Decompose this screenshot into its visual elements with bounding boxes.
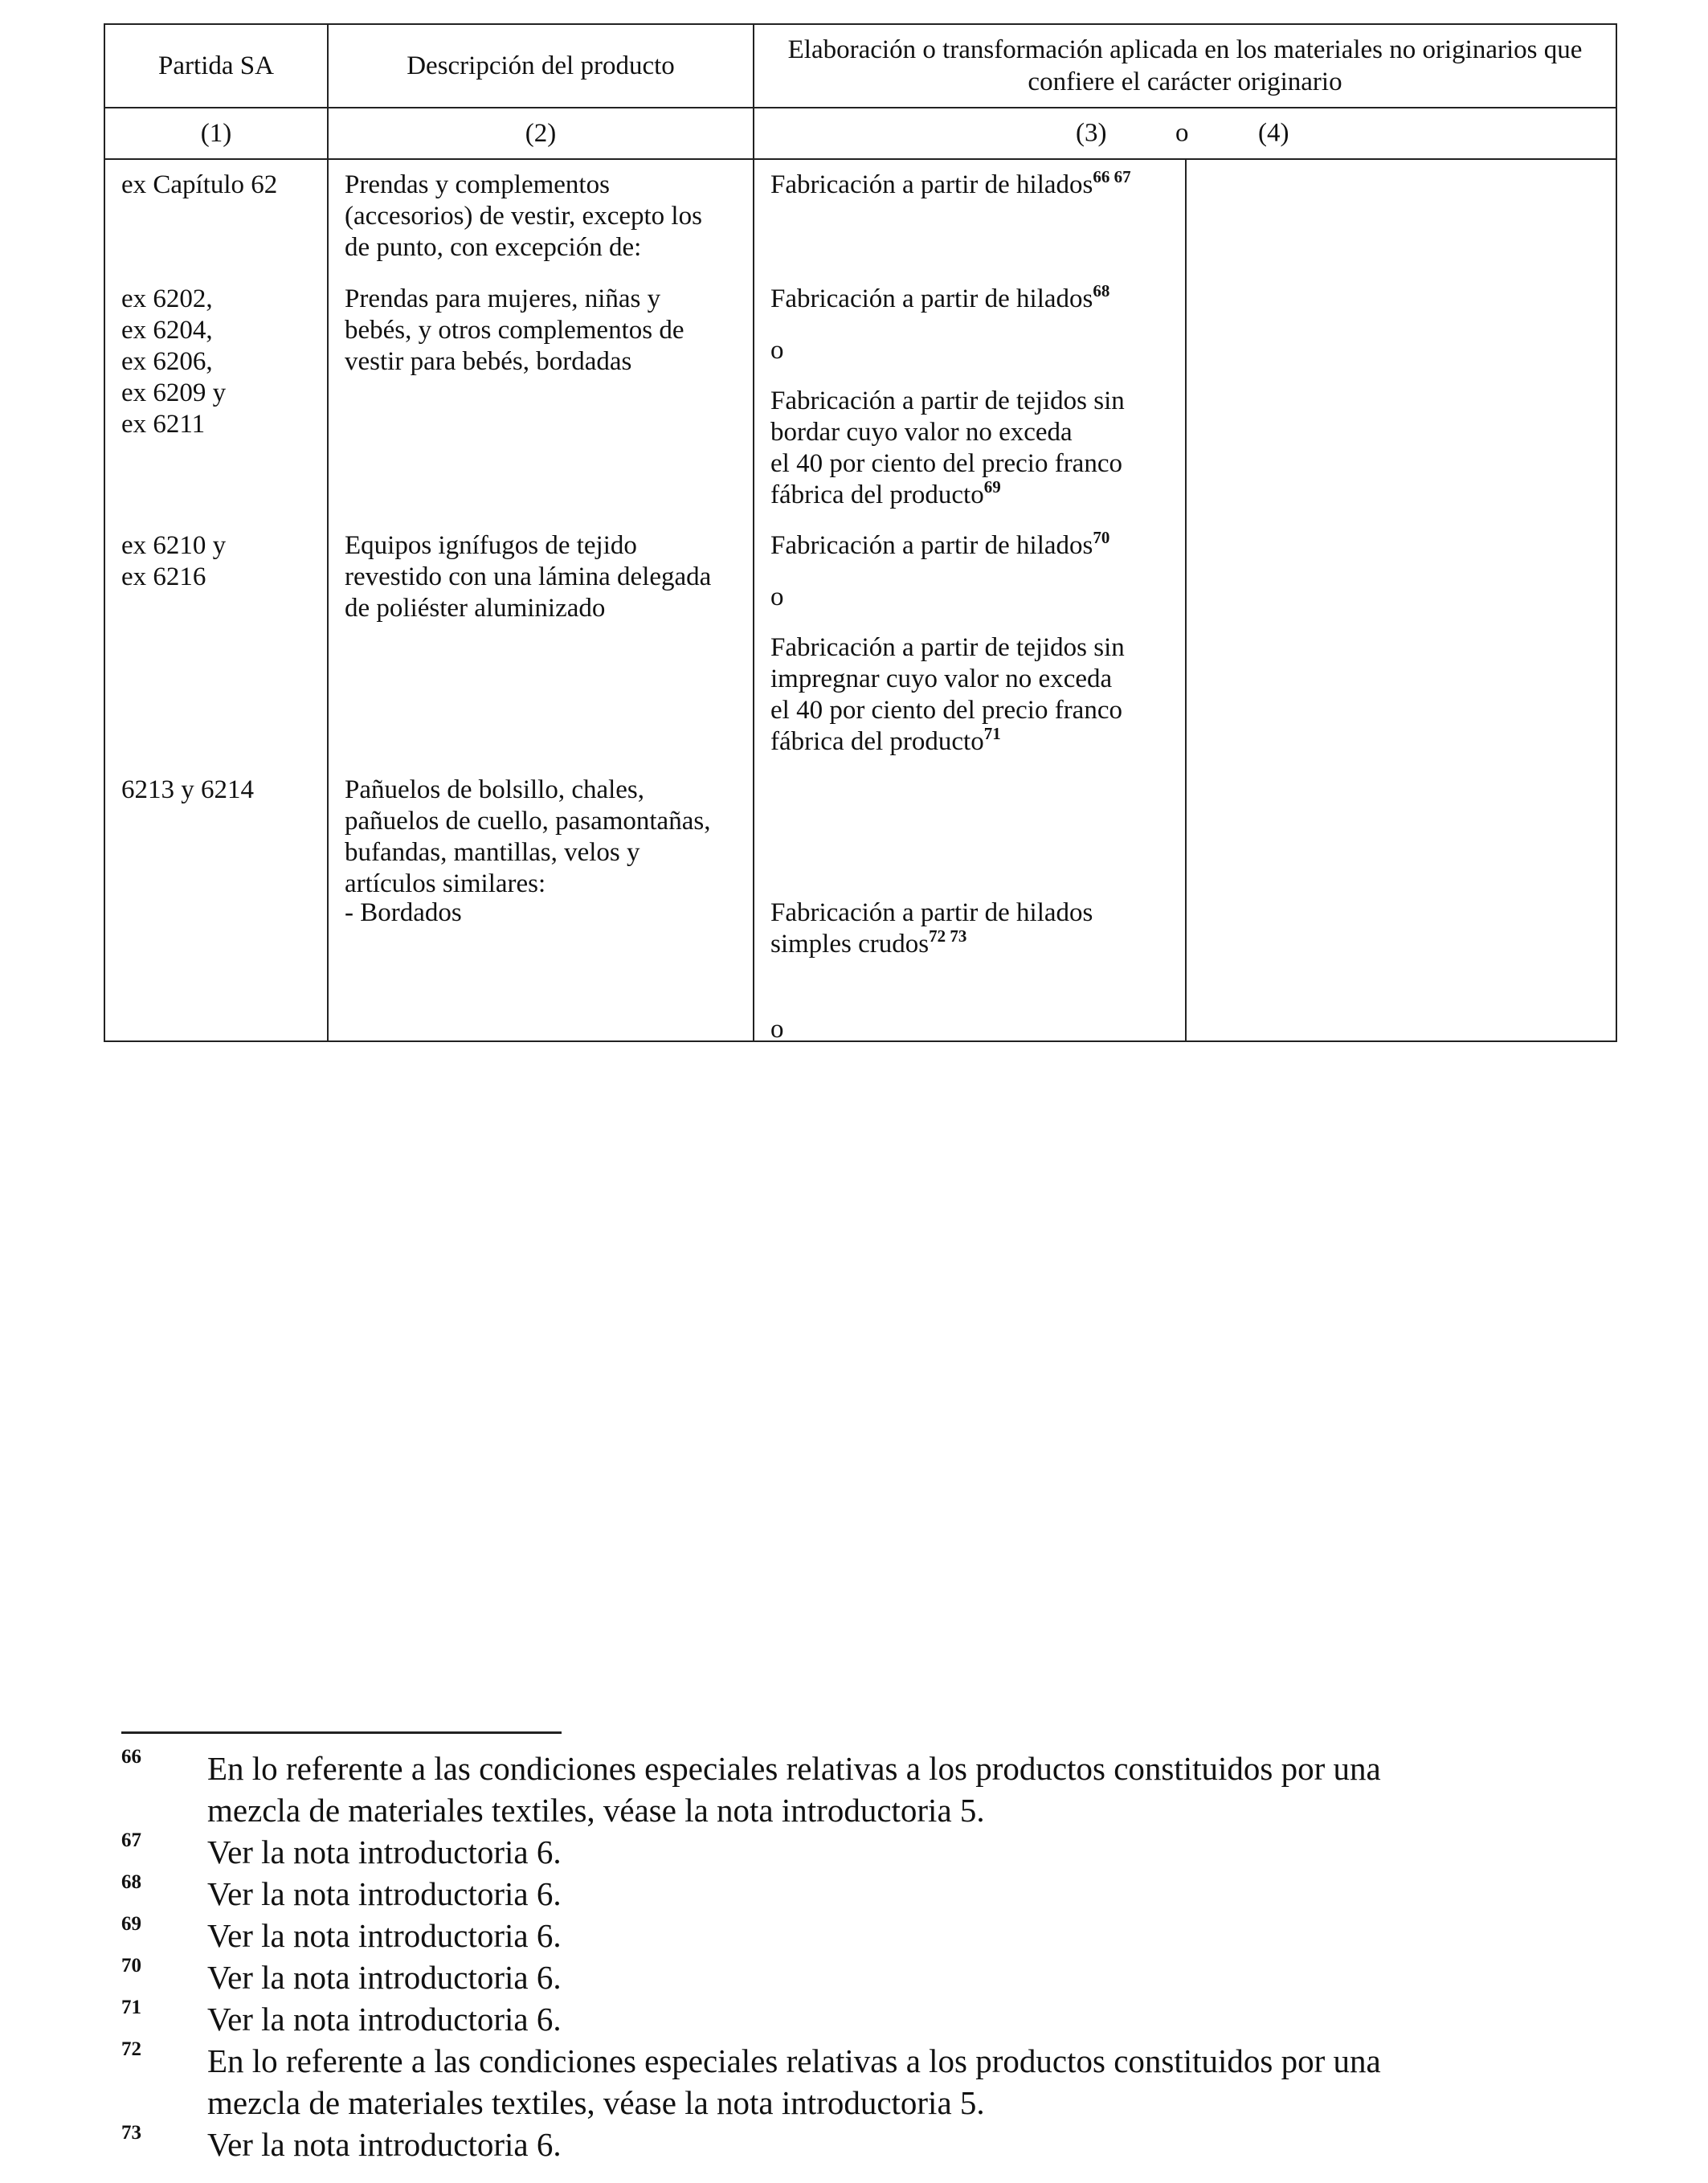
alternative-or <box>770 1014 784 1045</box>
footnote-number: 71 <box>121 1997 141 2018</box>
column-4-empty <box>1186 159 1616 1041</box>
partida-cell-line: ex 6206, <box>121 347 213 376</box>
partida-cell-line: ex 6204, <box>121 316 213 345</box>
descripcion-cell-line: de punto, con excepción de: <box>345 233 642 262</box>
elaboracion-rule-line: Fabricación a partir de tejidos sin <box>770 633 1125 662</box>
header-elaboracion <box>754 24 1616 108</box>
footnote-text: Ver la nota introductoria 6. <box>207 1959 562 1996</box>
partida-cell-line: ex 6210 y <box>121 531 227 560</box>
partida-cell <box>121 775 254 806</box>
column-number-3-4 <box>754 108 1616 159</box>
footnote-text: En lo referente a las condiciones especiales relativas a los productos constituidos por una <box>207 2042 1381 2079</box>
elaboracion-rule-line: Fabricación a partir de tejidos sin <box>770 386 1125 415</box>
elaboracion-rule-line: el 40 por ciento del precio franco <box>770 696 1122 725</box>
footnote-reference: 69 <box>983 477 1001 497</box>
partida-cell-line: ex 6202, <box>121 284 213 313</box>
column-number-2: (2) <box>328 108 754 159</box>
footnote-reference: 70 <box>1093 528 1110 547</box>
footnote-number: 68 <box>121 1871 141 1893</box>
partida-column <box>104 159 328 1041</box>
descripcion-cell-line: bebés, y otros complementos de <box>345 316 684 345</box>
elaboracion-rule-line: Fabricación a partir de hilados$^{68}$ <box>770 281 1110 313</box>
elaboracion-rule-line: Fabricación a partir de hilados$^{66 67}$ <box>770 167 1131 199</box>
table-body-row <box>104 159 1616 1041</box>
partida-cell <box>121 170 277 201</box>
origin-rules-table <box>104 23 1617 1042</box>
elaboracion-rule-line: Fabricación a partir de hilados$^{70}$ <box>770 528 1110 560</box>
footnote-number: 73 <box>121 2122 141 2144</box>
footnote-text: Ver la nota introductoria 6. <box>207 1875 562 1912</box>
elaboracion-rule-line: fábrica del producto$^{69}$ <box>770 477 1001 509</box>
alternative-or-line: o <box>770 336 784 365</box>
alternative-or-line: o <box>770 1015 784 1044</box>
footnote-reference: 72 73 <box>929 926 967 946</box>
elaboracion-rule-line: el 40 por ciento del precio franco <box>770 449 1122 478</box>
descripcion-column <box>328 159 754 1041</box>
elaboracion-rule <box>770 530 1109 564</box>
descripcion-cell-line: (accesorios) de vestir, excepto los <box>345 202 702 231</box>
column-number-row <box>104 108 1616 159</box>
footnote-number: 67 <box>121 1829 141 1851</box>
descripcion-cell <box>345 530 711 624</box>
elaboracion-rule-line: Fabricación a partir de hilados <box>770 898 1093 927</box>
elaboracion-rule-line: impregnar cuyo valor no exceda <box>770 664 1113 693</box>
partida-cell-line: ex 6216 <box>121 562 206 591</box>
column-number-1: (1) <box>104 108 328 159</box>
descripcion-cell-line: artículos similares: <box>345 869 546 898</box>
column-number-or: o <box>1175 118 1189 148</box>
descripcion-cell-line: vestir para bebés, bordadas <box>345 347 632 376</box>
footnote-text: Ver la nota introductoria 6. <box>207 2001 562 2038</box>
header-row <box>104 24 1616 108</box>
partida-cell-line: ex 6209 y <box>121 378 227 407</box>
elaboracion-rule <box>770 167 1131 203</box>
footnote-reference: 68 <box>1093 281 1110 300</box>
alternative-or <box>770 582 784 613</box>
footnote-reference: 66 67 <box>1093 167 1131 186</box>
elaboracion-column <box>754 159 1186 1044</box>
partida-cell-line: ex Capítulo 62 <box>121 170 278 199</box>
elaboracion-rule-line: fábrica del producto$^{71}$ <box>770 724 1001 756</box>
descripcion-cell-line: Pañuelos de bolsillo, chales, <box>345 775 645 804</box>
footnote-separator <box>121 1731 562 1734</box>
header-elaboracion-line-1: Elaboración o transformación aplicada en los materiales no originarios que <box>787 35 1583 64</box>
header-elaboracion-line-2: confiere el carácter originario <box>1028 67 1342 96</box>
elaboracion-rule <box>770 281 1110 317</box>
footnote-text: En lo referente a las condiciones especiales relativas a los productos constituidos por una <box>207 1750 1381 1787</box>
descripcion-cell <box>345 170 702 264</box>
column-number-4: (4) <box>1258 118 1289 148</box>
elaboracion-rule <box>770 386 1125 513</box>
elaboracion-rule-line: bordar cuyo valor no exceda <box>770 418 1073 447</box>
descripcion-cell-line: Prendas y complementos <box>345 170 610 199</box>
descripcion-cell <box>345 897 462 929</box>
descripcion-cell <box>345 284 684 378</box>
footnote-number: 72 <box>121 2038 141 2060</box>
footnote-text: Ver la nota introductoria 6. <box>207 1833 562 1870</box>
footnote-reference: 71 <box>983 724 1001 743</box>
footnote-number: 69 <box>121 1913 141 1935</box>
header-partida: Partida SA <box>104 24 328 108</box>
footnote-number: 66 <box>121 1746 141 1768</box>
descripcion-cell-line: pañuelos de cuello, pasamontañas, <box>345 807 711 836</box>
alternative-or-line: o <box>770 583 784 611</box>
partida-cell <box>121 530 226 593</box>
elaboracion-rule <box>770 632 1125 760</box>
descripcion-cell-line: Prendas para mujeres, niñas y <box>345 284 661 313</box>
descripcion-cell-line: de poliéster aluminizado <box>345 594 606 623</box>
footnote-text: mezcla de materiales textiles, véase la nota introductoria 5. <box>207 1792 985 1829</box>
footnote-text: Ver la nota introductoria 6. <box>207 2126 562 2163</box>
footnote-text: Ver la nota introductoria 6. <box>207 1917 562 1954</box>
partida-cell <box>121 284 226 440</box>
alternative-or <box>770 335 784 366</box>
header-descripcion: Descripción del producto <box>328 24 754 108</box>
footnote-number: 70 <box>121 1955 141 1977</box>
descripcion-cell-line: revestido con una lámina delegada <box>345 562 712 591</box>
descripcion-cell-line: bufandas, mantillas, velos y <box>345 838 640 867</box>
partida-cell-line: ex 6211 <box>121 410 206 439</box>
elaboracion-rule <box>770 897 1093 963</box>
footnote-text: mezcla de materiales textiles, véase la nota introductoria 5. <box>207 2084 985 2121</box>
column-number-3: (3) <box>1076 118 1107 148</box>
elaboracion-rule-line: simples crudos$^{72 73}$ <box>770 926 967 959</box>
partida-cell-line: 6213 y 6214 <box>121 775 254 804</box>
descripcion-cell <box>345 775 710 900</box>
descripcion-cell-line: Equipos ignífugos de tejido <box>345 531 637 560</box>
descripcion-cell-line: - Bordados <box>345 898 462 927</box>
